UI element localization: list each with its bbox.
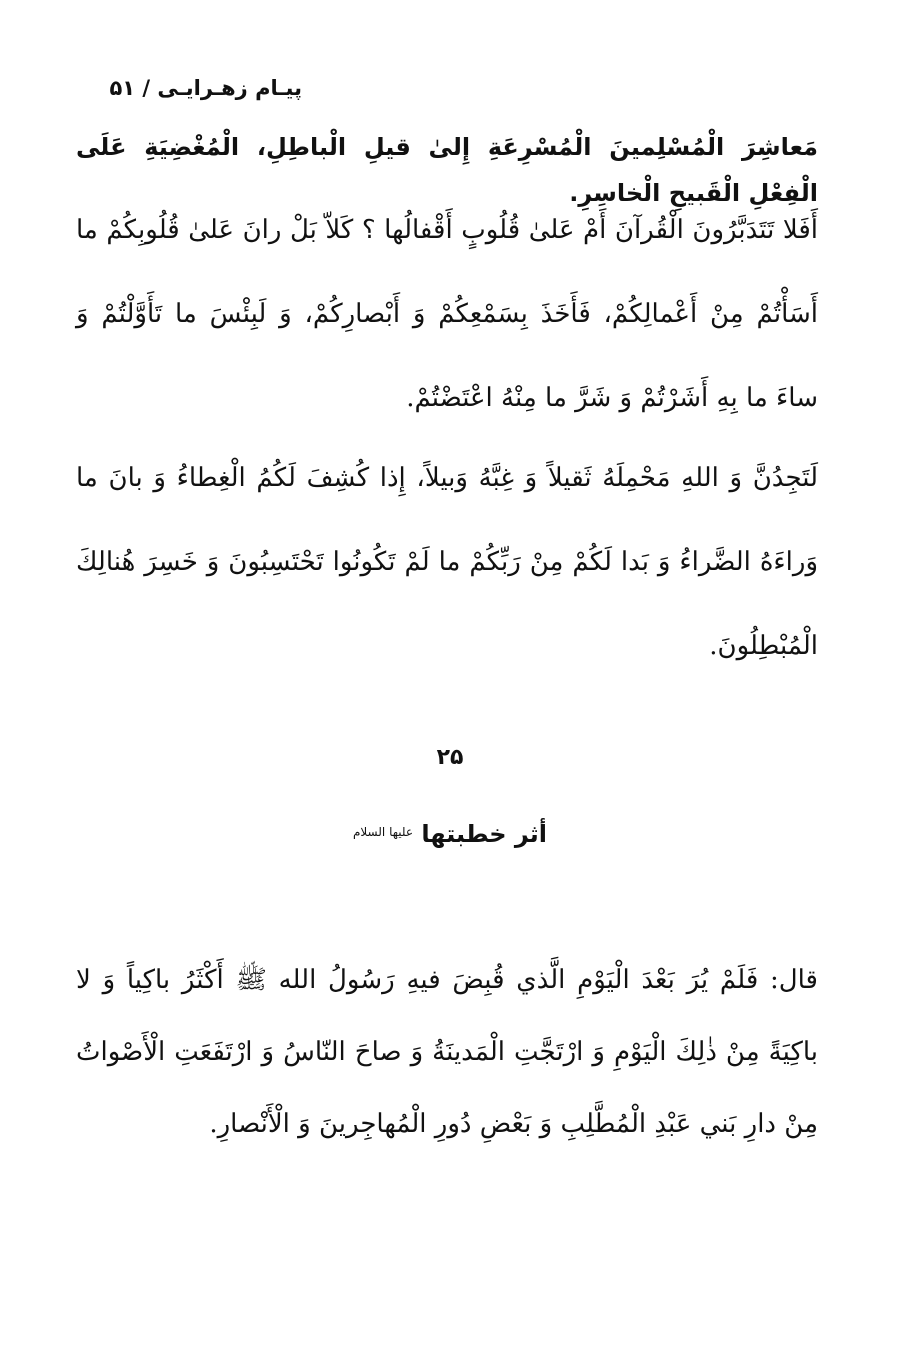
honorific-mark: عليها السلام bbox=[352, 825, 414, 839]
section-number: ۲۵ bbox=[436, 745, 464, 770]
book-title: پیـام زهـرایـی bbox=[157, 76, 302, 100]
page-number: ۵۱ bbox=[109, 76, 136, 100]
paragraph-1: مَعاشِرَ الْمُسْلِمينَ الْمُسْرِعَةِ إِلىٰ قيلِ الْباطِلِ، الْمُغْضِيَةِ عَلَى الْفِعْلِ الْقَبيحِ الْخاسِرِ. bbox=[76, 133, 818, 207]
paragraph-2: أَفَلا تَتَدَبَّرُونَ الْقُرآنَ أَمْ عَلىٰ قُلُوبٍ أَقْفالُها ؟ كَلاّ بَلْ رانَ عَلىٰ قُلُوبِكُمْ ما أَسَأْتُمْ مِنْ أَعْمالِكُمْ، فَأَخَذَ بِسَمْعِكُمْ وَ أَبْصارِكُمْ، وَ لَبِئْسَ ما تَأَوَّلْتُمْ وَ ساءَ ما بِهِ أَشَرْتُمْ وَ شَرَّ ما مِنْهُ اعْتَضْتُمْ. bbox=[76, 215, 818, 413]
paragraph-3: لَتَجِدُنَّ وَ اللهِ مَحْمِلَهُ ثَقيلاً وَ غِبَّهُ وَبيلاً، إِذا كُشِفَ لَكُمُ الْغِطاءُ وَ بانَ ما وَراءَهُ الضَّراءُ وَ بَدا لَكُمْ مِنْ رَبِّكُمْ ما لَمْ تَكُونُوا تَحْتَسِبُونَ وَ خَسِرَ هُنالِكَ الْمُبْطِلُونَ. bbox=[76, 463, 818, 661]
header-separator: / bbox=[142, 76, 151, 100]
running-header bbox=[82, 68, 302, 108]
section-title bbox=[0, 812, 900, 854]
paragraph-4: قال: فَلَمْ يُرَ بَعْدَ الْيَوْمِ الَّذي قُبِضَ فيهِ رَسُولُ الله ﷺ أَكْثَرُ باكِياً وَ لا باكِيَةً مِنْ ذٰلِكَ الْيَوْمِ وَ ارْتَجَّتِ الْمَدينَةُ وَ صاحَ النّاسُ وَ ارْتَفَعَتِ الْأَصْواتُ مِنْ دارِ بَني عَبْدِ الْمُطَّلِبِ وَ بَعْضِ دُورِ الْمُهاجِرينَ وَ الْأَنْصارِ. bbox=[76, 965, 818, 1139]
section-title-text: أثر خطبتها bbox=[421, 820, 548, 848]
